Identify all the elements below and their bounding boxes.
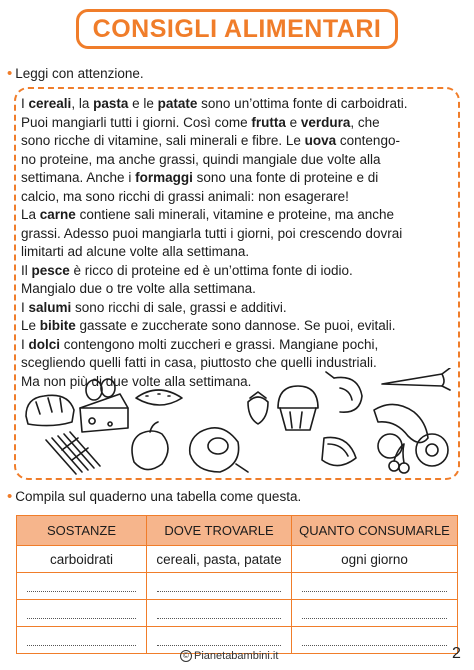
text-segment: e bbox=[285, 114, 301, 130]
keyword: pasta bbox=[93, 96, 129, 111]
blank-cell bbox=[292, 600, 458, 627]
blank-cell bbox=[292, 627, 458, 654]
keyword: pesce bbox=[31, 262, 70, 278]
text-segment: Mangialo due o tre volte alla settimana. bbox=[21, 281, 256, 296]
blank-row bbox=[17, 600, 458, 627]
cell-quanto: ogni giorno bbox=[292, 546, 458, 573]
cell-dove: cereali, pasta, patate bbox=[147, 546, 292, 573]
keyword: uova bbox=[304, 133, 337, 148]
copyright-icon: © bbox=[180, 650, 192, 662]
reading-text bbox=[21, 95, 453, 391]
brand-text: Pianetabambini.it bbox=[194, 650, 279, 662]
text-line bbox=[21, 299, 453, 318]
table-row bbox=[17, 546, 458, 573]
instruction-table-text: Compila sul quaderno una tabella come questa. bbox=[15, 489, 302, 504]
text-segment: limitarti ad alcune volte alla settimana. bbox=[21, 244, 250, 259]
text-segment: , la bbox=[71, 96, 94, 111]
strawberry-icon bbox=[248, 392, 268, 424]
instruction-read-text: Leggi con attenzione. bbox=[15, 66, 144, 81]
text-segment: , che bbox=[350, 114, 380, 130]
text-line bbox=[21, 188, 453, 207]
carrot-icon bbox=[382, 368, 450, 390]
table-header-row bbox=[17, 516, 458, 546]
text-line bbox=[21, 132, 453, 151]
text-segment: calcio, ma sono ricchi di grassi animali: non esagerare! bbox=[21, 188, 349, 204]
text-segment: contiene sali minerali, vitamine e proteine, ma anche bbox=[75, 207, 394, 222]
text-segment: sono un’ottima fonte di carboidrati. bbox=[197, 96, 408, 111]
nutrition-table bbox=[16, 515, 458, 654]
text-line bbox=[21, 114, 453, 133]
keyword: frutta bbox=[251, 114, 286, 130]
food-illustration bbox=[22, 368, 452, 476]
keyword: cereali bbox=[28, 96, 72, 111]
kiwi-icon bbox=[416, 434, 448, 466]
keyword: verdura bbox=[300, 114, 351, 130]
text-segment: La bbox=[21, 207, 40, 222]
text-segment: grassi. Adesso puoi mangiarla tutti i giorni, poi crescendo dovrai bbox=[21, 225, 403, 241]
text-segment: sono ricchi di sale, grassi e additivi. bbox=[71, 299, 287, 315]
header-sostanze: SOSTANZE bbox=[17, 516, 147, 546]
cucumber-icon bbox=[136, 390, 182, 405]
text-segment: gassate e zuccherate sono dannose. Se puoi, evitali. bbox=[75, 318, 396, 333]
header-quanto-consumarle: QUANTO CONSUMARLE bbox=[292, 516, 458, 546]
bread-icon bbox=[26, 395, 74, 425]
cheese-icon bbox=[80, 394, 128, 432]
text-line bbox=[21, 225, 453, 244]
melon-icon bbox=[322, 437, 356, 465]
instruction-table bbox=[7, 489, 301, 504]
keyword: carne bbox=[39, 207, 76, 222]
text-segment: I bbox=[21, 96, 29, 111]
text-line bbox=[21, 317, 453, 336]
instruction-read bbox=[7, 66, 144, 81]
header-dove-trovarle: DOVE TROVARLE bbox=[147, 516, 292, 546]
blank-cell bbox=[17, 600, 147, 627]
page-title: CONSIGLI ALIMENTARI bbox=[92, 14, 382, 43]
text-line bbox=[21, 169, 453, 188]
keyword: patate bbox=[157, 96, 198, 111]
text-line bbox=[21, 151, 453, 170]
bullet-icon: • bbox=[7, 488, 13, 505]
keyword: salumi bbox=[28, 299, 72, 315]
ham-icon bbox=[190, 428, 248, 472]
pasta-icon bbox=[46, 432, 100, 474]
blank-cell bbox=[17, 627, 147, 654]
text-segment: scegliendo quelli fatti in casa, piuttosto che quelli industriali. bbox=[21, 355, 377, 370]
footer-brand bbox=[180, 650, 278, 662]
text-segment: e le bbox=[128, 96, 158, 111]
keyword: formaggi bbox=[135, 170, 193, 185]
text-line bbox=[21, 206, 453, 225]
text-segment: sono una fonte di proteine e di bbox=[192, 170, 379, 185]
keyword: bibite bbox=[39, 318, 76, 333]
text-line bbox=[21, 336, 453, 355]
text-segment: contengono molti zuccheri e grassi. Mangiane pochi, bbox=[60, 336, 379, 352]
text-segment: I bbox=[21, 299, 29, 315]
text-line bbox=[21, 243, 453, 262]
text-segment: I bbox=[21, 336, 29, 352]
text-segment: settimana. Anche i bbox=[21, 170, 136, 185]
keyword: dolci bbox=[28, 336, 61, 352]
page-number: 2 bbox=[452, 645, 461, 662]
blank-row bbox=[17, 573, 458, 600]
text-segment: no proteine, ma anche grassi, quindi mangiale due volte alla bbox=[21, 151, 381, 167]
blank-cell bbox=[147, 600, 292, 627]
text-segment: Le bbox=[21, 318, 40, 333]
text-line bbox=[21, 262, 453, 281]
text-segment: Il bbox=[21, 262, 32, 278]
text-segment: Puoi mangiarli tutti i giorni. Così come bbox=[21, 114, 252, 130]
text-segment: è ricco di proteine ed è un’ottima fonte di iodio. bbox=[69, 262, 353, 278]
text-line bbox=[21, 95, 453, 114]
cell-sostanza: carboidrati bbox=[17, 546, 147, 573]
egg-icon bbox=[86, 379, 115, 400]
pepper-icon bbox=[132, 422, 168, 470]
bullet-icon: • bbox=[7, 65, 13, 82]
title-banner bbox=[76, 9, 398, 49]
cupcake-icon bbox=[278, 386, 318, 430]
blank-cell bbox=[17, 573, 147, 600]
blank-cell bbox=[147, 573, 292, 600]
sausage-icon bbox=[374, 404, 428, 458]
text-segment: sono ricche di vitamine, sali minerali e fibre. Le bbox=[21, 133, 305, 148]
text-segment: contengo- bbox=[336, 133, 400, 148]
blank-cell bbox=[292, 573, 458, 600]
shrimp-icon bbox=[326, 372, 362, 412]
text-segment: Ma non più di due volte alla settimana. bbox=[21, 373, 252, 389]
text-line bbox=[21, 280, 453, 299]
